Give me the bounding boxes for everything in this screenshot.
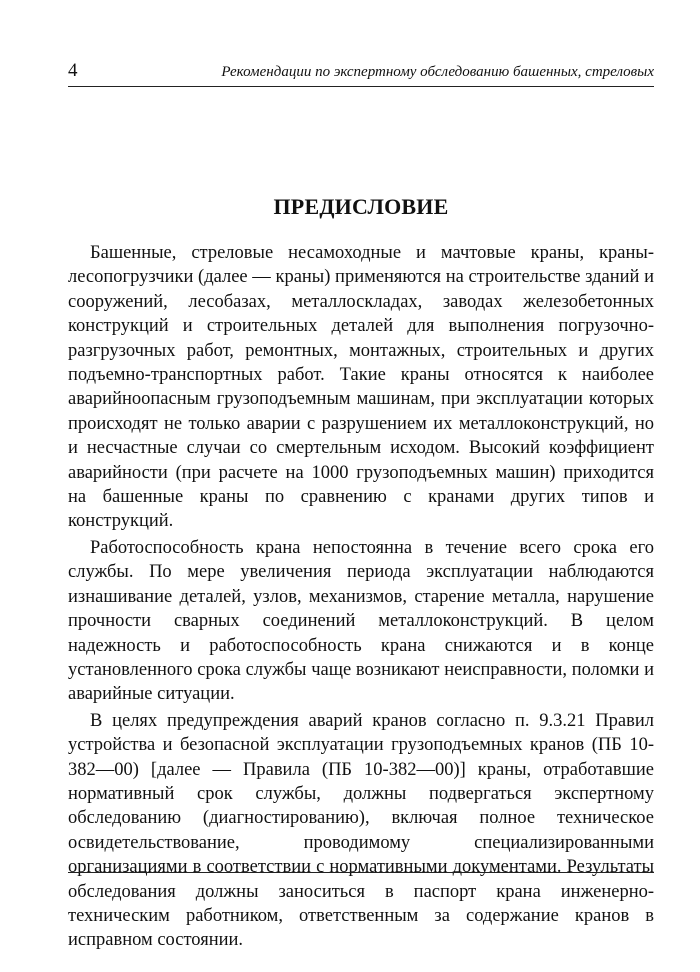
section-title: ПРЕДИСЛОВИЕ	[273, 194, 449, 219]
page-number: 4	[68, 60, 78, 81]
footer-rule	[68, 872, 654, 873]
running-header	[68, 58, 654, 87]
paragraph-2: Работоспособность крана непостоянна в течение всего срока его службы. По мере увеличения периода эксплуатации наблюдаются изнашивание деталей, узлов, механизмов, старение металла, нарушение прочности сварных соединений металлоконструкций. В целом надежность и работоспособность крана снижаются и в конце установленного срока службы чаще возникают неисправности, поломки и аварийные ситуации.	[68, 537, 654, 705]
document-page	[68, 58, 654, 953]
paragraph-3: В целях предупреждения аварий кранов согласно п. 9.3.21 Правил устройства и безопасной эксплуатации грузоподъемных кранов (ПБ 10-382—00) [далее — Правила (ПБ 10-382—00)] краны, отработавшие нормативный срок службы, должны подвергаться экспертному обследованию (диагностированию), включая полное техническое освидетельствование, проводимому специализированными организациями в соответствии с нормативными документами. Результаты обследования должны заноситься в паспорт крана инженерно-техническим работником, ответственным за содержание кранов в исправном состоянии.	[68, 710, 654, 951]
paragraph-1: Башенные, стреловые несамоходные и мачтовые краны, краны-лесопогрузчики (далее — краны) применяются на строительстве зданий и сооружений, лесобазах, металлоскладах, заводах железобетонных конструкций и строительных деталей для выполнения погрузочно-разгрузочных работ, ремонтных, монтажных, строительных и других подъемно-транспортных работ. Такие краны относятся к наиболее аварийноопасным грузоподъемным машинам, при эксплуатации которых происходят не только аварии с разрушением их металлоконструкций, но и несчастные случаи со смертельным исходом. Высокий коэффициент аварийности (при расчете на 1000 грузоподъемных машин) приходится на башенные краны по сравнению с кранами других типов и конструкций.	[68, 243, 654, 532]
running-title: Рекомендации по экспертному обследованию башенных, стреловых	[221, 64, 654, 80]
